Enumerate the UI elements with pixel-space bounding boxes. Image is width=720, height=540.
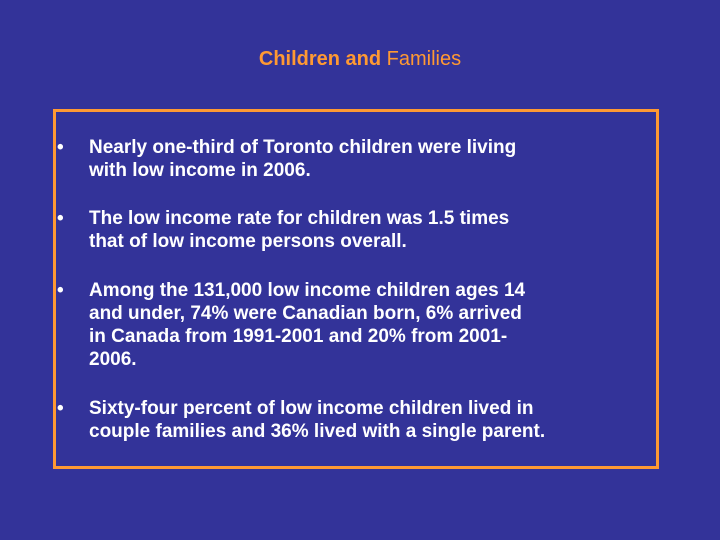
- bullet-item: [57, 397, 697, 443]
- bullet-item: [57, 279, 697, 371]
- bullet-text: Nearly one-third of Toronto children were living with low income in 2006.: [89, 137, 517, 181]
- bullet-dot-icon: •: [57, 137, 64, 158]
- bullet-item: [57, 136, 697, 182]
- slide-title-bold: Children and: [258, 48, 382, 70]
- bullet-item: [57, 207, 697, 253]
- bullet-text: The low income rate for children was 1.5 times that of low income persons overall.: [89, 208, 510, 252]
- bullet-dot-icon: •: [57, 398, 64, 419]
- slide-title: [0, 46, 720, 72]
- slide-title-regular: Families: [381, 48, 462, 70]
- bullet-text: Among the 131,000 low income children ages 14 and under, 74% were Canadian born, 6% arrived in Canada from 1991-2001 and 20% from 2001- 2006.: [89, 280, 526, 370]
- bullet-dot-icon: •: [57, 208, 64, 229]
- bullet-text: Sixty-four percent of low income children lived in couple families and 36% lived with a single parent.: [89, 398, 546, 442]
- bullet-dot-icon: •: [57, 280, 64, 301]
